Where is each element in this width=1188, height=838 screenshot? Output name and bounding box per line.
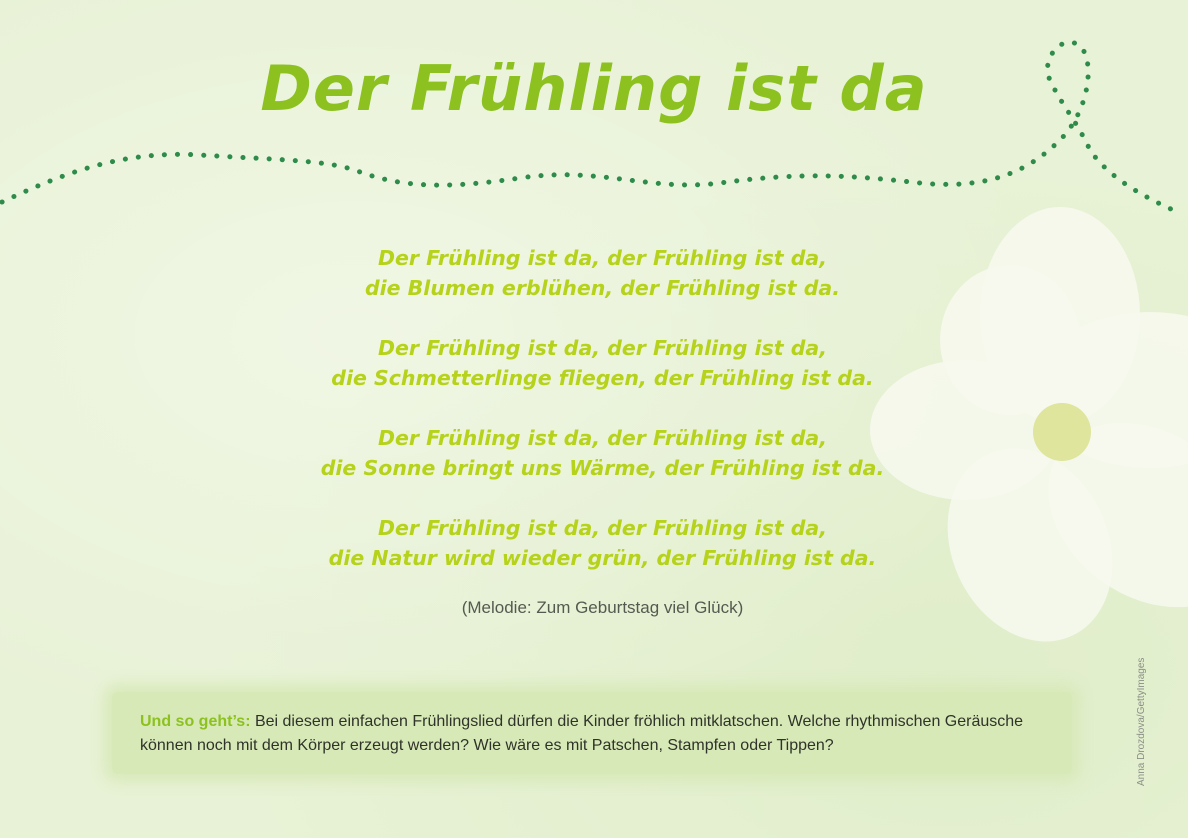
- verse-3: [0, 423, 1188, 483]
- instructions-label: Und so geht’s:: [140, 713, 251, 730]
- verse-line: die Natur wird wieder grün, der Frühling ist da.: [328, 546, 877, 570]
- page-title: Der Frühling ist da: [260, 52, 928, 125]
- song-lyrics: [0, 243, 1188, 603]
- verse-line: die Blumen erblühen, der Frühling ist da.: [364, 276, 841, 300]
- verse-line: Der Frühling ist da, der Frühling ist da,: [377, 516, 828, 540]
- melody-note: (Melodie: Zum Geburtstag viel Glück): [461, 598, 744, 617]
- verse-line: Der Frühling ist da, der Frühling ist da,: [377, 336, 828, 360]
- verse-line: die Schmetterlinge fliegen, der Frühling ist da.: [331, 366, 874, 390]
- instructions-body: Bei diesem einfachen Frühlingslied dürfen die Kinder fröhlich mitklatschen. Welche rhythmischen Geräusche können noch mit dem Körper erzeugt werden? Wie wäre es mit Patschen, Stampfen oder Tippen?: [140, 713, 1024, 754]
- instructions-text: [140, 710, 1060, 758]
- verse-4: [0, 513, 1188, 573]
- verse-1: [0, 243, 1188, 303]
- verse-2: [0, 333, 1188, 393]
- instructions-box: [112, 692, 1072, 774]
- image-credit: Anna Drozdova/GettyImages: [1136, 657, 1147, 786]
- verse-line: Der Frühling ist da, der Frühling ist da,: [377, 426, 828, 450]
- verse-line: Der Frühling ist da, der Frühling ist da,: [377, 246, 828, 270]
- verse-line: die Sonne bringt uns Wärme, der Frühling ist da.: [320, 456, 885, 480]
